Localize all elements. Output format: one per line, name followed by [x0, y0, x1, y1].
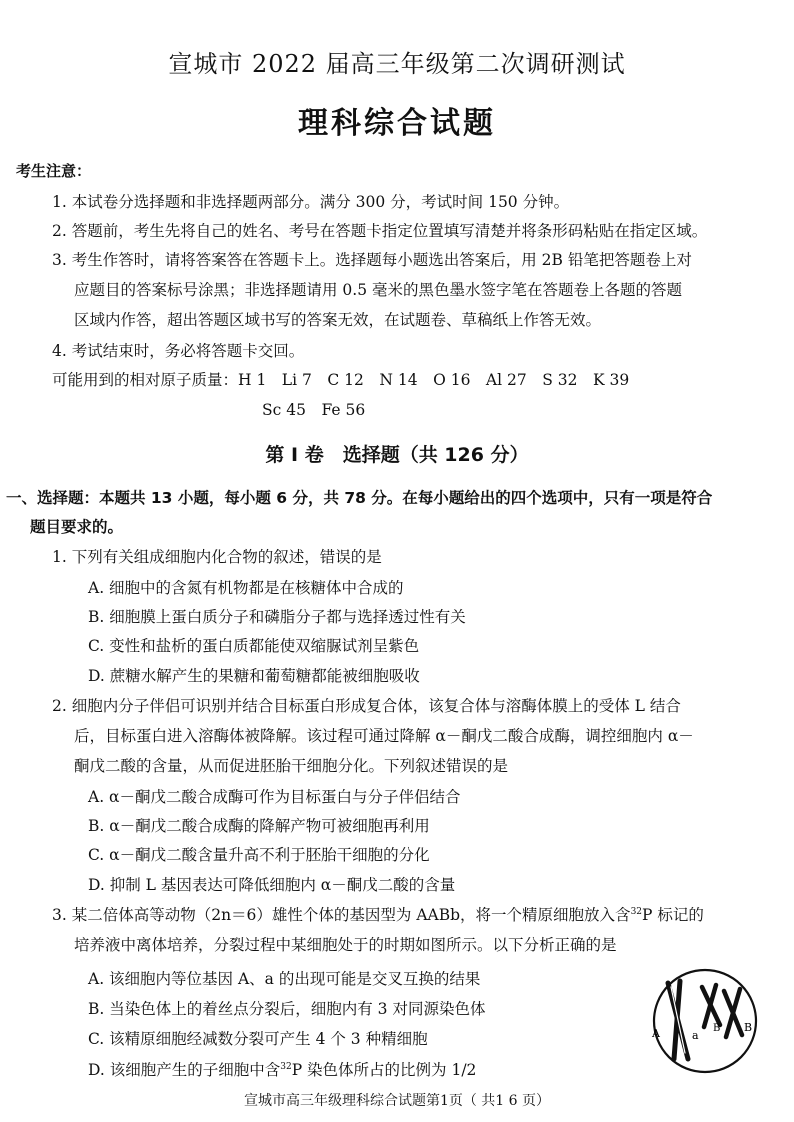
notice-line-3: 3. 考生作答时，请将答案答在答题卡上。选择题每小题选出答案后，用 2B 铅笔把答题卷上对: [52, 251, 692, 269]
gene-label-a-upper: A: [652, 1027, 660, 1040]
notice-heading: 考生注意：: [16, 162, 92, 180]
q2-stem: 2. 细胞内分子伴侣可识别并结合目标蛋白形成复合体，该复合体与溶酶体膜上的受体 L 结合: [52, 697, 681, 715]
q1-option-a: A. 细胞中的含氮有机物都是在核糖体中合成的: [88, 579, 404, 597]
q2-option-d: D. 抑制 L 基因表达可降低细胞内 α－酮戊二酸的含量: [88, 876, 456, 894]
q3-stem-cont: 培养液中离体培养，分裂过程中某细胞处于的时期如图所示。以下分析正确的是: [74, 936, 617, 954]
isotope-mass: 32: [630, 906, 643, 917]
q3-option-c: C. 该精原细胞经减数分裂可产生 4 个 3 种精细胞: [88, 1030, 428, 1048]
q3-option-b: B. 当染色体上的着丝点分裂后，细胞内有 3 对同源染色体: [88, 1000, 486, 1018]
q2-option-c: C. α－酮戊二酸含量升高不利于胚胎干细胞的分化: [88, 846, 430, 864]
q3-option-d-text-b: P 染色体所占的比例为 1/2: [291, 1061, 477, 1079]
q2-stem-cont: 后，目标蛋白进入溶酶体被降解。该过程可通过降解 α－酮戊二酸合成酶，调控细胞内 α－: [74, 727, 694, 745]
q1-stem: 1. 下列有关组成细胞内化合物的叙述，错误的是: [52, 548, 382, 566]
section-instruction: 一、选择题：本题共 13 小题，每小题 6 分，共 78 分。在每小题给出的四个选项中，只有一项是符合: [6, 489, 713, 507]
q1-option-d: D. 蔗糖水解产生的果糖和葡萄糖都能被细胞吸收: [88, 667, 420, 685]
notice-line-4: 4. 考试结束时，务必将答题卡交回。: [52, 342, 305, 360]
notice-line-1: 1. 本试卷分选择题和非选择题两部分。满分 300 分，考试时间 150 分钟。: [52, 193, 570, 211]
exam-title: 宣城市 2022 届高三年级第二次调研测试: [168, 50, 626, 78]
gene-label-b-2: B: [744, 1021, 753, 1034]
q3-option-a: A. 该细胞内等位基因 A、a 的出现可能是交叉互换的结果: [88, 970, 481, 988]
atomic-masses-line-2: Sc 45 Fe 56: [262, 401, 366, 419]
notice-line-3-cont2: 区域内作答，超出答题区域书写的答案无效，在试题卷、草稿纸上作答无效。: [74, 311, 602, 329]
q3-stem-text-a: 3. 某二倍体高等动物（2n＝6）雄性个体的基因型为 AABb，将一个精原细胞放入含: [52, 906, 631, 924]
q1-option-c: C. 变性和盐析的蛋白质都能使双缩脲试剂呈紫色: [88, 637, 420, 655]
chromosome-3: [724, 989, 742, 1037]
cell-division-diagram: [640, 967, 770, 1075]
exam-subtitle: 理科综合试题: [298, 106, 496, 141]
q3-stem: [52, 903, 704, 925]
section-title: 第 Ⅰ 卷 选择题（共 126 分）: [265, 444, 529, 466]
chromosome-1: [668, 981, 688, 1059]
chromosome-2: [702, 985, 720, 1027]
q2-stem-cont2: 酮戊二酸的含量，从而促进胚胎干细胞分化。下列叙述错误的是: [74, 757, 509, 775]
atomic-masses-line-1: 可能用到的相对原子质量：H 1 Li 7 C 12 N 14 O 16 Al 27 S 32 K 39: [52, 371, 630, 389]
isotope-mass-d: 32: [280, 1061, 292, 1072]
gene-label-b-1: B: [713, 1023, 721, 1034]
section-instruction-cont: 题目要求的。: [30, 518, 124, 536]
q1-option-b: B. 细胞膜上蛋白质分子和磷脂分子都与选择透过性有关: [88, 608, 466, 626]
page-footer: 宣城市高三年级理科综合试题第1页（ 共1 6 页）: [243, 1093, 551, 1109]
q2-option-b: B. α－酮戊二酸合成酶的降解产物可被细胞再利用: [88, 817, 430, 835]
q3-stem-text-b: P 标记的: [642, 906, 704, 924]
gene-label-a-lower: a: [692, 1029, 699, 1042]
notice-line-2: 2. 答题前，考生先将自己的姓名、考号在答题卡指定位置填写清楚并将条形码粘贴在指定区域。: [52, 222, 708, 240]
q3-option-d: [88, 1058, 476, 1080]
q2-option-a: A. α－酮戊二酸合成酶可作为目标蛋白与分子伴侣结合: [88, 788, 461, 806]
notice-line-3-cont: 应题目的答案标号涂黑；非选择题请用 0.5 毫米的黑色墨水签字笔在答题卷上各题的答题: [74, 281, 683, 299]
q3-option-d-text-a: D. 该细胞产生的子细胞中含: [88, 1061, 281, 1079]
